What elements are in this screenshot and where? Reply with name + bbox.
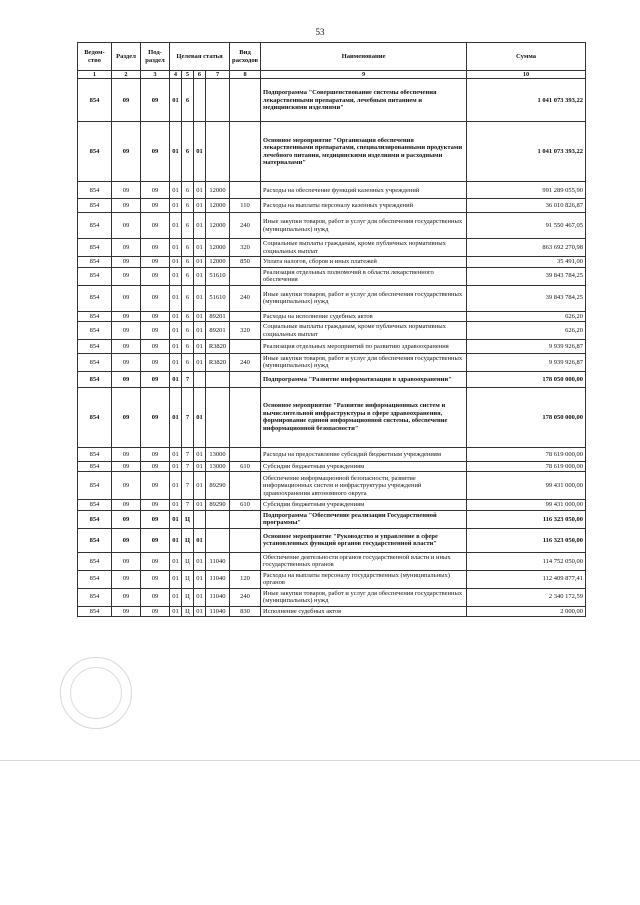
razdel-cell: 09 (112, 500, 141, 510)
program-code-cell: 01 (170, 528, 182, 552)
name-cell: Уплата налогов, сборов и иных платежей (261, 257, 467, 267)
direction-code-cell: 89201 (206, 322, 230, 340)
subprogram-code-cell: Ц (182, 570, 194, 588)
expense-type-cell: 320 (230, 239, 261, 257)
event-code-cell: 01 (194, 552, 206, 570)
name-cell: Расходы на предоставление субсидий бюджетным учреждениям (261, 447, 467, 461)
vedomstvo-cell: 854 (78, 239, 112, 257)
table-row (78, 213, 586, 239)
name-cell: Подпрограмма "Развитие информатизации в здравоохранении" (261, 371, 467, 387)
razdel-cell: 09 (112, 182, 141, 199)
podrazdel-cell: 09 (141, 239, 170, 257)
table-row (78, 387, 586, 447)
event-code-cell: 01 (194, 447, 206, 461)
col-number: 2 (112, 71, 141, 79)
subprogram-code-cell: 7 (182, 461, 194, 471)
table-row (78, 510, 586, 528)
col-number: 9 (261, 71, 467, 79)
amount-cell: 78 619 000,00 (467, 461, 586, 471)
name-cell: Иные закупки товаров, работ и услуг для обеспечения государственных (муниципальных) нужд (261, 353, 467, 371)
vedomstvo-cell: 854 (78, 322, 112, 340)
subprogram-code-cell: 6 (182, 322, 194, 340)
subprogram-code-cell: 7 (182, 387, 194, 447)
subprogram-code-cell: 6 (182, 311, 194, 321)
event-code-cell: 01 (194, 339, 206, 353)
program-code-cell: 01 (170, 606, 182, 616)
vedomstvo-cell: 854 (78, 552, 112, 570)
table-row (78, 528, 586, 552)
name-cell: Расходы на выплаты персоналу государственных (муниципальных) органов (261, 570, 467, 588)
podrazdel-cell: 09 (141, 213, 170, 239)
direction-code-cell: 12000 (206, 182, 230, 199)
name-cell: Иные закупки товаров, работ и услуг для обеспечения государственных (муниципальных) нужд (261, 285, 467, 311)
name-cell: Основное мероприятие "Организация обеспечения лекарственными препаратами, специализированными продуктами лечебного питания, медицинскими изделиями и расходными материалами" (261, 122, 467, 182)
expense-type-cell: 240 (230, 285, 261, 311)
razdel-cell: 09 (112, 339, 141, 353)
table-row (78, 447, 586, 461)
table-row (78, 257, 586, 267)
amount-cell: 991 289 055,90 (467, 182, 586, 199)
expense-type-cell: 240 (230, 213, 261, 239)
table-row (78, 122, 586, 182)
direction-code-cell: 51610 (206, 267, 230, 285)
amount-cell: 39 843 784,25 (467, 285, 586, 311)
razdel-cell: 09 (112, 311, 141, 321)
faded-stamp (60, 657, 132, 729)
razdel-cell: 09 (112, 79, 141, 122)
subprogram-code-cell: 6 (182, 182, 194, 199)
name-cell: Субсидии бюджетным учреждениям (261, 500, 467, 510)
subprogram-code-cell: 6 (182, 213, 194, 239)
table-row (78, 322, 586, 340)
subprogram-code-cell: Ц (182, 510, 194, 528)
amount-cell: 1 041 073 393,22 (467, 122, 586, 182)
podrazdel-cell: 09 (141, 510, 170, 528)
name-cell: Подпрограмма "Совершенствование системы обеспечения лекарственными препаратами, лечебным питанием и медицинскими изделиями" (261, 79, 467, 122)
podrazdel-cell: 09 (141, 267, 170, 285)
header-vid-raskhodov: Вид расходов (230, 43, 261, 71)
col-number: 8 (230, 71, 261, 79)
podrazdel-cell: 09 (141, 588, 170, 606)
event-code-cell (194, 371, 206, 387)
subprogram-code-cell: 6 (182, 353, 194, 371)
razdel-cell: 09 (112, 447, 141, 461)
podrazdel-cell: 09 (141, 79, 170, 122)
name-cell: Расходы на обеспечение функций казенных учреждений (261, 182, 467, 199)
subprogram-code-cell: 7 (182, 371, 194, 387)
program-code-cell: 01 (170, 447, 182, 461)
direction-code-cell: 12000 (206, 257, 230, 267)
amount-cell: 99 431 000,00 (467, 500, 586, 510)
event-code-cell: 01 (194, 500, 206, 510)
subprogram-code-cell: Ц (182, 552, 194, 570)
podrazdel-cell: 09 (141, 528, 170, 552)
direction-code-cell: 12000 (206, 199, 230, 213)
vedomstvo-cell: 854 (78, 461, 112, 471)
direction-code-cell (206, 510, 230, 528)
header-naimenovanie: Наименование (261, 43, 467, 71)
name-cell: Социальные выплаты гражданам, кроме публичных нормативных социальных выплат (261, 322, 467, 340)
program-code-cell: 01 (170, 285, 182, 311)
razdel-cell: 09 (112, 122, 141, 182)
podrazdel-cell: 09 (141, 311, 170, 321)
expense-type-cell: 320 (230, 322, 261, 340)
program-code-cell: 01 (170, 552, 182, 570)
podrazdel-cell: 09 (141, 500, 170, 510)
event-code-cell: 01 (194, 257, 206, 267)
direction-code-cell: 13000 (206, 461, 230, 471)
razdel-cell: 09 (112, 371, 141, 387)
program-code-cell: 01 (170, 570, 182, 588)
razdel-cell: 09 (112, 322, 141, 340)
amount-cell: 9 939 926,87 (467, 339, 586, 353)
event-code-cell: 01 (194, 570, 206, 588)
direction-code-cell: 13000 (206, 447, 230, 461)
table-row (78, 353, 586, 371)
vedomstvo-cell: 854 (78, 570, 112, 588)
podrazdel-cell: 09 (141, 339, 170, 353)
expense-type-cell: 610 (230, 500, 261, 510)
razdel-cell: 09 (112, 199, 141, 213)
direction-code-cell: 12000 (206, 213, 230, 239)
amount-cell: 863 692 270,98 (467, 239, 586, 257)
subprogram-code-cell: 6 (182, 257, 194, 267)
razdel-cell: 09 (112, 353, 141, 371)
direction-code-cell: 89201 (206, 311, 230, 321)
vedomstvo-cell: 854 (78, 353, 112, 371)
podrazdel-cell: 09 (141, 606, 170, 616)
expense-type-cell (230, 371, 261, 387)
subprogram-code-cell: 6 (182, 79, 194, 122)
table-row (78, 199, 586, 213)
program-code-cell: 01 (170, 387, 182, 447)
name-cell: Основное мероприятие "Руководство и управление в сфере установленных функций органов государственной власти" (261, 528, 467, 552)
program-code-cell: 01 (170, 182, 182, 199)
vedomstvo-cell: 854 (78, 122, 112, 182)
vedomstvo-cell: 854 (78, 339, 112, 353)
amount-cell: 116 323 050,00 (467, 528, 586, 552)
table-row (78, 588, 586, 606)
vedomstvo-cell: 854 (78, 182, 112, 199)
vedomstvo-cell: 854 (78, 285, 112, 311)
event-code-cell (194, 510, 206, 528)
vedomstvo-cell: 854 (78, 267, 112, 285)
direction-code-cell: 89290 (206, 472, 230, 500)
vedomstvo-cell: 854 (78, 387, 112, 447)
subprogram-code-cell: 6 (182, 122, 194, 182)
subprogram-code-cell: 7 (182, 500, 194, 510)
column-number-row (78, 71, 586, 79)
razdel-cell: 09 (112, 606, 141, 616)
table-row (78, 239, 586, 257)
name-cell: Исполнение судебных актов (261, 606, 467, 616)
podrazdel-cell: 09 (141, 552, 170, 570)
podrazdel-cell: 09 (141, 285, 170, 311)
event-code-cell: 01 (194, 122, 206, 182)
program-code-cell: 01 (170, 510, 182, 528)
vedomstvo-cell: 854 (78, 199, 112, 213)
name-cell: Реализация отдельных мероприятий по развитию здравоохранения (261, 339, 467, 353)
table-row (78, 461, 586, 471)
amount-cell: 626,20 (467, 311, 586, 321)
page-number: 53 (315, 27, 325, 37)
razdel-cell: 09 (112, 267, 141, 285)
podrazdel-cell: 09 (141, 570, 170, 588)
vedomstvo-cell: 854 (78, 500, 112, 510)
amount-cell: 626,20 (467, 322, 586, 340)
name-cell: Иные закупки товаров, работ и услуг для обеспечения государственных (муниципальных) нужд (261, 213, 467, 239)
expense-type-cell (230, 79, 261, 122)
direction-code-cell: 51610 (206, 285, 230, 311)
col-number: 4 (170, 71, 182, 79)
podrazdel-cell: 09 (141, 257, 170, 267)
table-row (78, 500, 586, 510)
event-code-cell: 01 (194, 267, 206, 285)
event-code-cell (194, 79, 206, 122)
podrazdel-cell: 09 (141, 387, 170, 447)
program-code-cell: 01 (170, 461, 182, 471)
subprogram-code-cell: Ц (182, 588, 194, 606)
expense-type-cell: 110 (230, 199, 261, 213)
col-number: 3 (141, 71, 170, 79)
expense-type-cell: 240 (230, 353, 261, 371)
table-row (78, 267, 586, 285)
name-cell: Иные закупки товаров, работ и услуг для обеспечения государственных (муниципальных) нужд (261, 588, 467, 606)
name-cell: Основное мероприятие "Развитие информационных систем и вычислительной инфраструктуры в сфере здравоохранения, формирование единой информационной системы, обеспечение информационной безопасности" (261, 387, 467, 447)
razdel-cell: 09 (112, 461, 141, 471)
direction-code-cell: 12000 (206, 239, 230, 257)
table-row (78, 339, 586, 353)
name-cell: Обеспечение информационной безопасности, развитие информационных систем и инфраструктуры учреждений здравоохранения автономного округа (261, 472, 467, 500)
direction-code-cell: 11040 (206, 588, 230, 606)
razdel-cell: 09 (112, 510, 141, 528)
name-cell: Реализация отдельных полномочий в области лекарственного обеспечения (261, 267, 467, 285)
amount-cell: 39 843 784,25 (467, 267, 586, 285)
expense-type-cell: 850 (230, 257, 261, 267)
amount-cell: 1 041 073 393,22 (467, 79, 586, 122)
vedomstvo-cell: 854 (78, 606, 112, 616)
expense-type-cell (230, 122, 261, 182)
col-number: 10 (467, 71, 586, 79)
expense-type-cell (230, 311, 261, 321)
header-vedomstvo: Ведом-ство (78, 43, 112, 71)
program-code-cell: 01 (170, 122, 182, 182)
podrazdel-cell: 09 (141, 199, 170, 213)
amount-cell: 114 752 050,00 (467, 552, 586, 570)
expense-type-cell (230, 447, 261, 461)
program-code-cell: 01 (170, 500, 182, 510)
program-code-cell: 01 (170, 213, 182, 239)
name-cell: Расходы на выплаты персоналу казенных учреждений (261, 199, 467, 213)
expense-type-cell (230, 552, 261, 570)
podrazdel-cell: 09 (141, 182, 170, 199)
vedomstvo-cell: 854 (78, 528, 112, 552)
vedomstvo-cell: 854 (78, 510, 112, 528)
event-code-cell: 01 (194, 311, 206, 321)
name-cell: Субсидии бюджетным учреждениям (261, 461, 467, 471)
expense-type-cell: 240 (230, 588, 261, 606)
razdel-cell: 09 (112, 552, 141, 570)
vedomstvo-cell: 854 (78, 447, 112, 461)
podrazdel-cell: 09 (141, 122, 170, 182)
vedomstvo-cell: 854 (78, 311, 112, 321)
program-code-cell: 01 (170, 257, 182, 267)
amount-cell: 36 010 826,87 (467, 199, 586, 213)
direction-code-cell (206, 79, 230, 122)
podrazdel-cell: 09 (141, 353, 170, 371)
vedomstvo-cell: 854 (78, 371, 112, 387)
subprogram-code-cell: 6 (182, 239, 194, 257)
event-code-cell: 01 (194, 472, 206, 500)
podrazdel-cell: 09 (141, 322, 170, 340)
table-row (78, 371, 586, 387)
event-code-cell: 01 (194, 199, 206, 213)
event-code-cell: 01 (194, 387, 206, 447)
amount-cell: 91 550 467,05 (467, 213, 586, 239)
table-row (78, 311, 586, 321)
expense-type-cell (230, 472, 261, 500)
header-podrazdel: Под-раздел (141, 43, 170, 71)
header-tselevaya-statya: Целевая статья (170, 43, 230, 71)
razdel-cell: 09 (112, 285, 141, 311)
direction-code-cell (206, 528, 230, 552)
expense-type-cell (230, 267, 261, 285)
program-code-cell: 01 (170, 371, 182, 387)
expense-type-cell: 610 (230, 461, 261, 471)
amount-cell: 78 619 000,00 (467, 447, 586, 461)
event-code-cell: 01 (194, 182, 206, 199)
expense-type-cell (230, 510, 261, 528)
subprogram-code-cell: 7 (182, 447, 194, 461)
subprogram-code-cell: 6 (182, 267, 194, 285)
name-cell: Расходы на исполнение судебных актов (261, 311, 467, 321)
event-code-cell: 01 (194, 285, 206, 311)
vedomstvo-cell: 854 (78, 213, 112, 239)
razdel-cell: 09 (112, 570, 141, 588)
direction-code-cell: 11040 (206, 606, 230, 616)
vedomstvo-cell: 854 (78, 588, 112, 606)
program-code-cell: 01 (170, 322, 182, 340)
subprogram-code-cell: Ц (182, 528, 194, 552)
podrazdel-cell: 09 (141, 461, 170, 471)
event-code-cell: 01 (194, 353, 206, 371)
razdel-cell: 09 (112, 528, 141, 552)
amount-cell: 99 431 000,00 (467, 472, 586, 500)
header-summa: Сумма (467, 43, 586, 71)
table-body (78, 79, 586, 617)
amount-cell: 2 000,00 (467, 606, 586, 616)
vedomstvo-cell: 854 (78, 79, 112, 122)
table-row (78, 472, 586, 500)
podrazdel-cell: 09 (141, 447, 170, 461)
direction-code-cell: 11040 (206, 570, 230, 588)
expense-type-cell: 120 (230, 570, 261, 588)
col-number: 5 (182, 71, 194, 79)
razdel-cell: 09 (112, 213, 141, 239)
expense-type-cell (230, 387, 261, 447)
table-row (78, 570, 586, 588)
expense-type-cell: 830 (230, 606, 261, 616)
event-code-cell: 01 (194, 322, 206, 340)
amount-cell: 2 340 172,59 (467, 588, 586, 606)
razdel-cell: 09 (112, 588, 141, 606)
table-row (78, 182, 586, 199)
program-code-cell: 01 (170, 239, 182, 257)
vedomstvo-cell: 854 (78, 257, 112, 267)
direction-code-cell (206, 387, 230, 447)
direction-code-cell (206, 371, 230, 387)
razdel-cell: 09 (112, 387, 141, 447)
event-code-cell: 01 (194, 528, 206, 552)
amount-cell: 116 323 050,00 (467, 510, 586, 528)
event-code-cell: 01 (194, 213, 206, 239)
program-code-cell: 01 (170, 199, 182, 213)
col-number: 7 (206, 71, 230, 79)
razdel-cell: 09 (112, 257, 141, 267)
razdel-cell: 09 (112, 472, 141, 500)
table-row (78, 79, 586, 122)
name-cell: Подпрограмма "Обеспечение реализации Государственной программы" (261, 510, 467, 528)
program-code-cell: 01 (170, 588, 182, 606)
col-number: 6 (194, 71, 206, 79)
program-code-cell: 01 (170, 79, 182, 122)
direction-code-cell: 89290 (206, 500, 230, 510)
expense-type-cell (230, 339, 261, 353)
table-row (78, 285, 586, 311)
subprogram-code-cell: 6 (182, 285, 194, 311)
col-number: 1 (78, 71, 112, 79)
program-code-cell: 01 (170, 472, 182, 500)
page-divider (0, 760, 640, 761)
subprogram-code-cell: 7 (182, 472, 194, 500)
podrazdel-cell: 09 (141, 472, 170, 500)
header-razdel: Раздел (112, 43, 141, 71)
vedomstvo-cell: 854 (78, 472, 112, 500)
event-code-cell: 01 (194, 239, 206, 257)
name-cell: Социальные выплаты гражданам, кроме публичных нормативных социальных выплат (261, 239, 467, 257)
podrazdel-cell: 09 (141, 371, 170, 387)
program-code-cell: 01 (170, 339, 182, 353)
direction-code-cell: R3820 (206, 339, 230, 353)
subprogram-code-cell: 6 (182, 339, 194, 353)
expense-type-cell (230, 528, 261, 552)
razdel-cell: 09 (112, 239, 141, 257)
subprogram-code-cell: 6 (182, 199, 194, 213)
budget-table (77, 42, 586, 617)
amount-cell: 112 409 877,41 (467, 570, 586, 588)
direction-code-cell: R3820 (206, 353, 230, 371)
program-code-cell: 01 (170, 353, 182, 371)
expense-type-cell (230, 182, 261, 199)
program-code-cell: 01 (170, 267, 182, 285)
direction-code-cell: 11040 (206, 552, 230, 570)
event-code-cell: 01 (194, 606, 206, 616)
program-code-cell: 01 (170, 311, 182, 321)
amount-cell: 9 939 926,87 (467, 353, 586, 371)
amount-cell: 178 050 000,00 (467, 387, 586, 447)
name-cell: Обеспечение деятельности органов государственной власти и иных государственных органов (261, 552, 467, 570)
direction-code-cell (206, 122, 230, 182)
event-code-cell: 01 (194, 461, 206, 471)
amount-cell: 178 050 000,00 (467, 371, 586, 387)
event-code-cell: 01 (194, 588, 206, 606)
table-row (78, 552, 586, 570)
amount-cell: 35 491,00 (467, 257, 586, 267)
table-row (78, 606, 586, 616)
subprogram-code-cell: Ц (182, 606, 194, 616)
